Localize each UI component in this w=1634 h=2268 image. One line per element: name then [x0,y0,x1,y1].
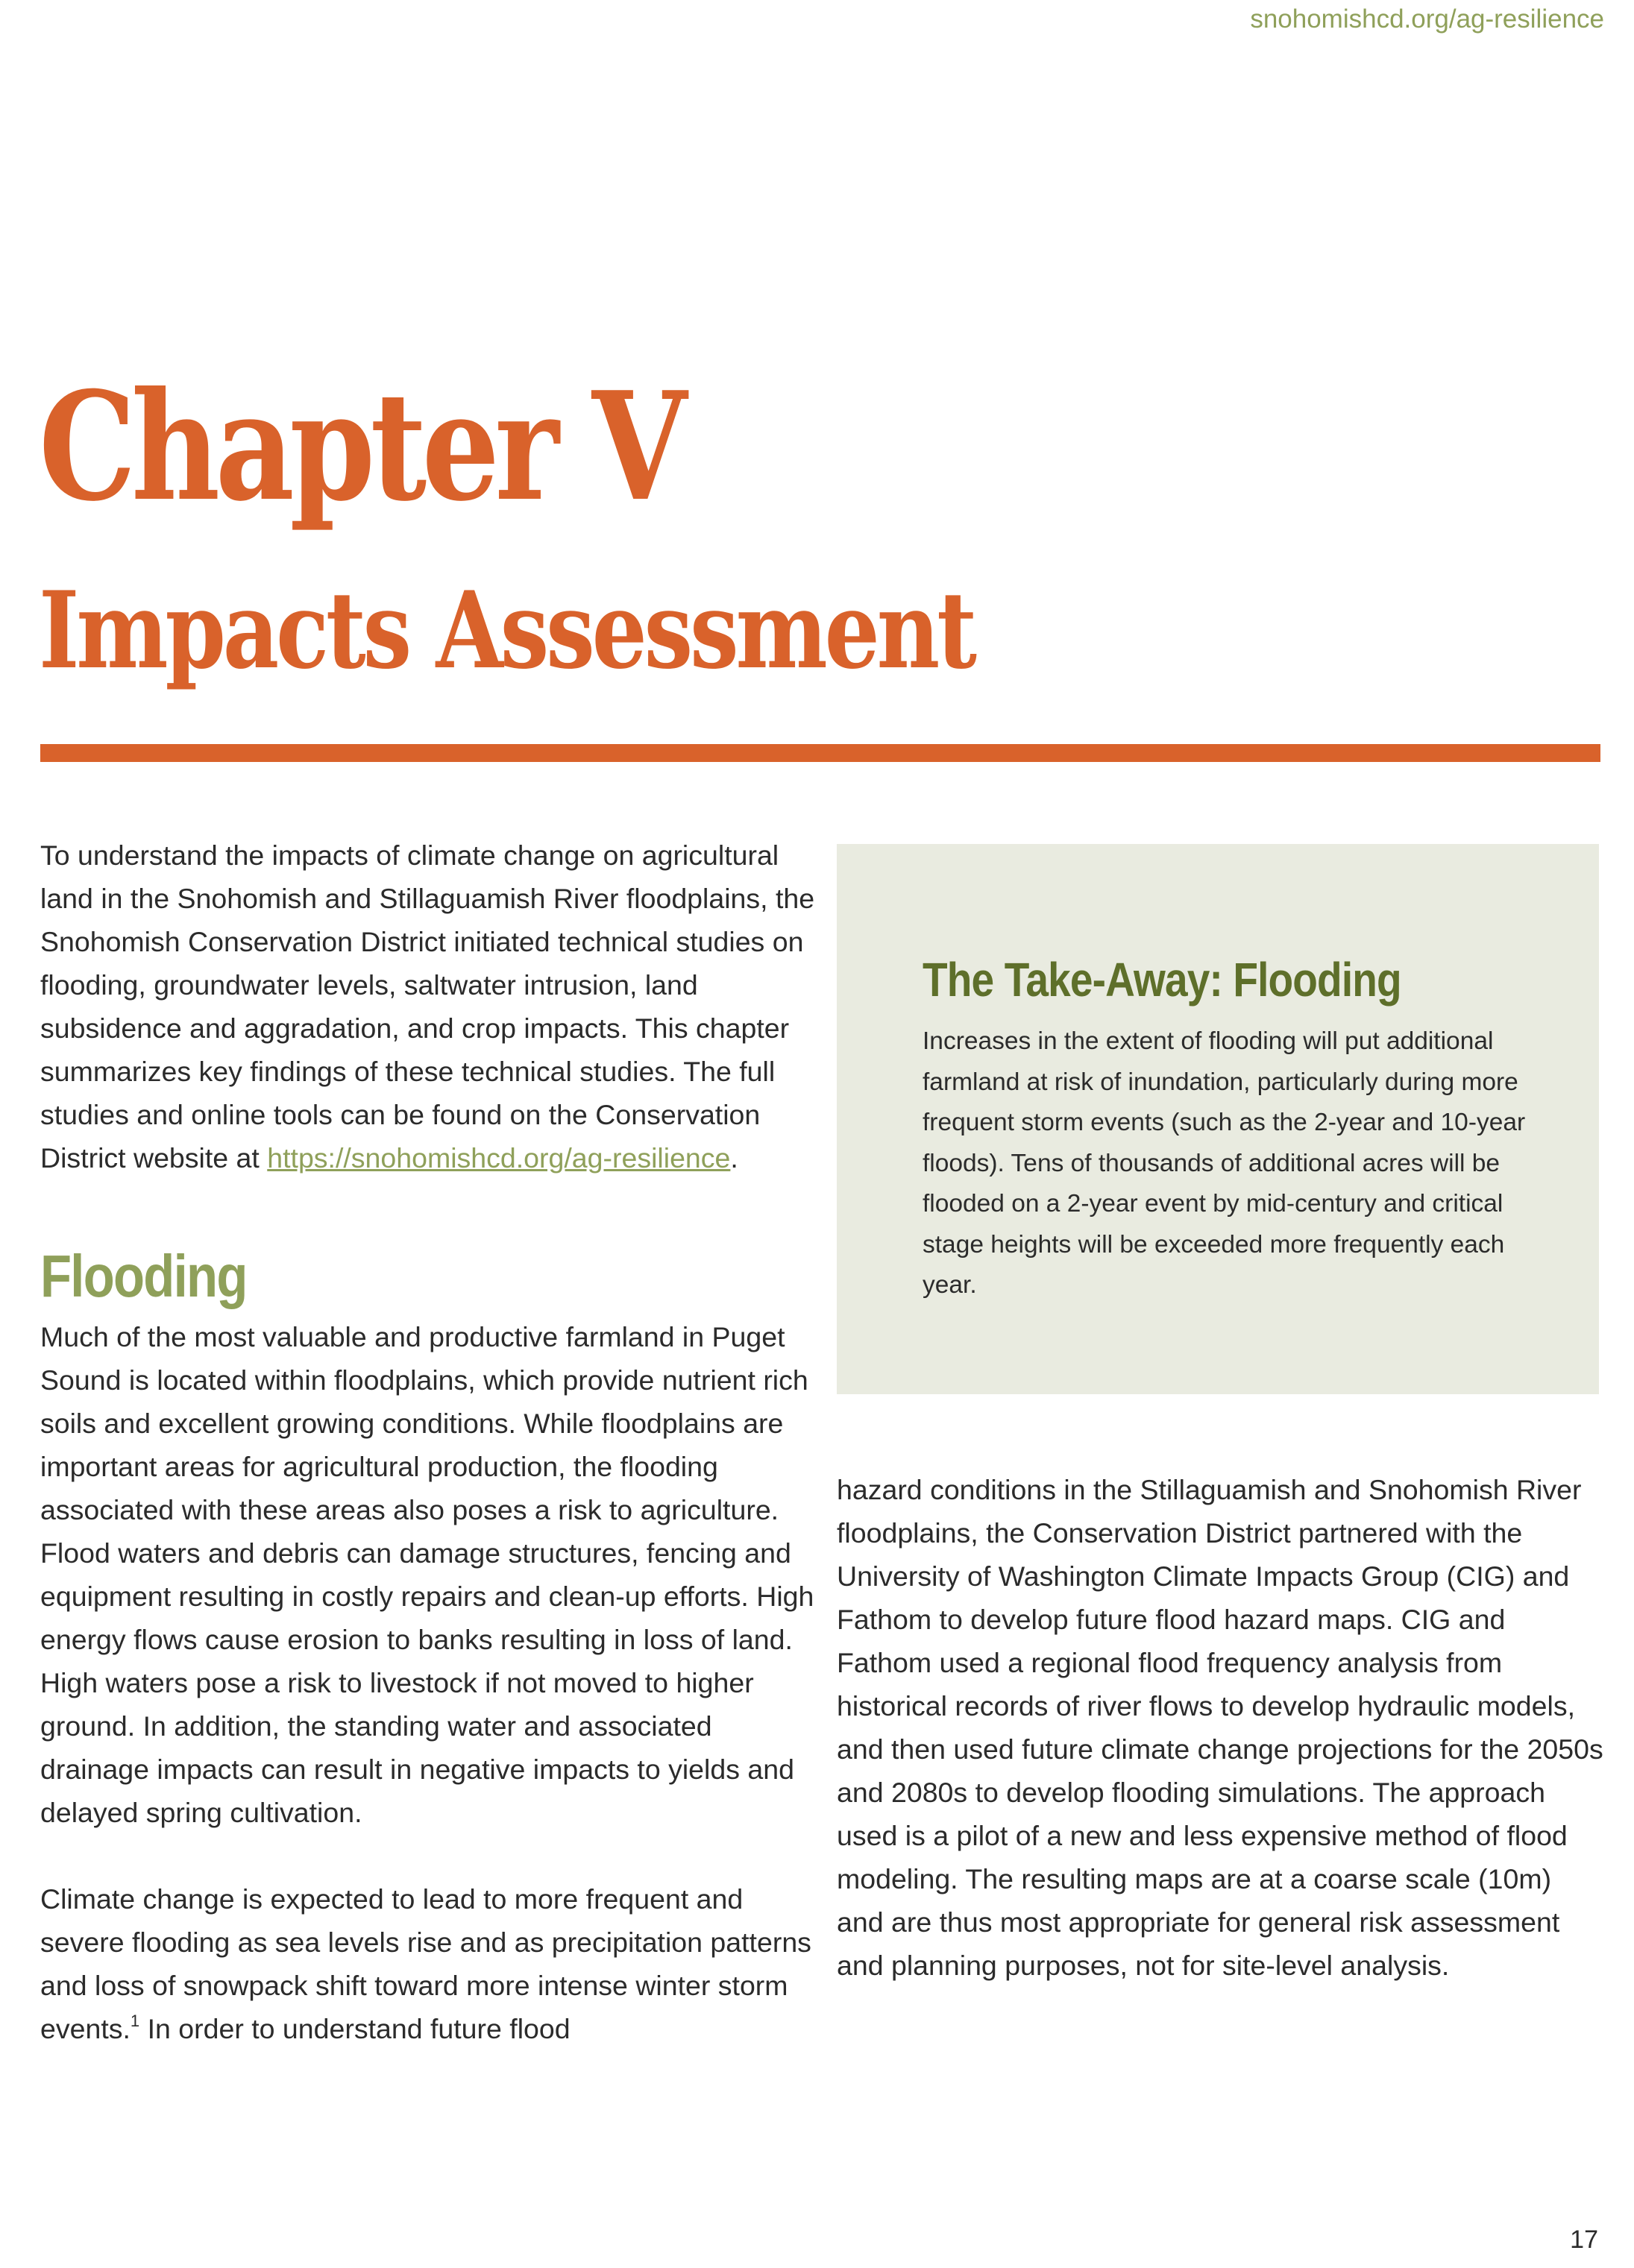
right-column [837,1468,1605,1987]
intro-paragraph [40,834,823,1179]
chapter-subtitle: Impacts Assessment [39,569,974,693]
flooding-paragraph-2 [40,1877,823,2050]
page-number: 17 [1570,2226,1598,2254]
intro-period: . [730,1142,738,1174]
takeaway-text: Increases in the extent of flooding will put additional farmland at risk of inundation, particularly during more frequent storm events (such as the 2-year and 10-year floods). Tens of thousands of additional acres will be flooded on a 2-year event by mid-century and critical stage heights will be exceeded more frequently each year. [923,1027,1526,1299]
footnote-marker[interactable]: 1 [130,2012,140,2030]
takeaway-heading: The Take-Away: Flooding [923,953,1401,1007]
flooding-paragraph-2-end: In order to understand future flood [139,2013,571,2044]
flooding-paragraph-3: hazard conditions in the Stillaguamish and Snohomish River floodplains, the Conservation District partnered with the University of Washington Climate Impacts Group (CIG) and Fathom to develop future flood hazard maps. CIG and Fathom used a regional flood frequency analysis from historical records of river flows to develop hydraulic models, and then used future climate change projections for the 2050s and 2080s to develop flooding simulations. The approach used is a pilot of a new and less expensive method of flood modeling. The resulting maps are at a coarse scale (10m) and are thus most appropriate for general risk assessment and planning purposes, not for site-level analysis. [837,1474,1603,1981]
left-column [40,834,823,2050]
intro-text: To understand the impacts of climate change on agricultural land in the Snohomish and Stillaguamish River floodplains, the Snohomish Conservation District initiated technical studies on flooding, groundwater levels, saltwater intrusion, land subsidence and aggradation, and crop impacts. This chapter summarizes key findings of these technical studies. The full studies and online tools can be found on the Conservation District website at [40,840,815,1174]
header-url[interactable]: snohomishcd.org/ag-resilience [1250,4,1604,34]
flooding-paragraph-2-text: Climate change is expected to lead to more frequent and severe flooding as sea levels rise and as precipitation patterns and loss of snowpack shift toward more intense winter storm events. [40,1883,811,2044]
flooding-heading: Flooding [40,1243,247,1309]
flooding-paragraph-1: Much of the most valuable and productive farmland in Puget Sound is located within floodplains, which provide nutrient rich soils and excellent growing conditions. While floodplains are important areas for agricultural production, the flooding associated with these areas also poses a risk to agriculture. Flood waters and debris can damage structures, fencing and equipment resulting in costly repairs and clean-up efforts. High energy flows cause erosion to banks resulting in loss of land. High waters pose a risk to livestock if not moved to higher ground. In addition, the standing water and associated drainage impacts can result in negative impacts to yields and delayed spring cultivation. [40,1321,814,1828]
takeaway-sidebar [837,844,1599,1394]
chapter-title: Chapter V [39,359,682,535]
chapter-divider [40,744,1600,762]
website-link[interactable]: https://snohomishcd.org/ag-resilience [267,1142,731,1174]
